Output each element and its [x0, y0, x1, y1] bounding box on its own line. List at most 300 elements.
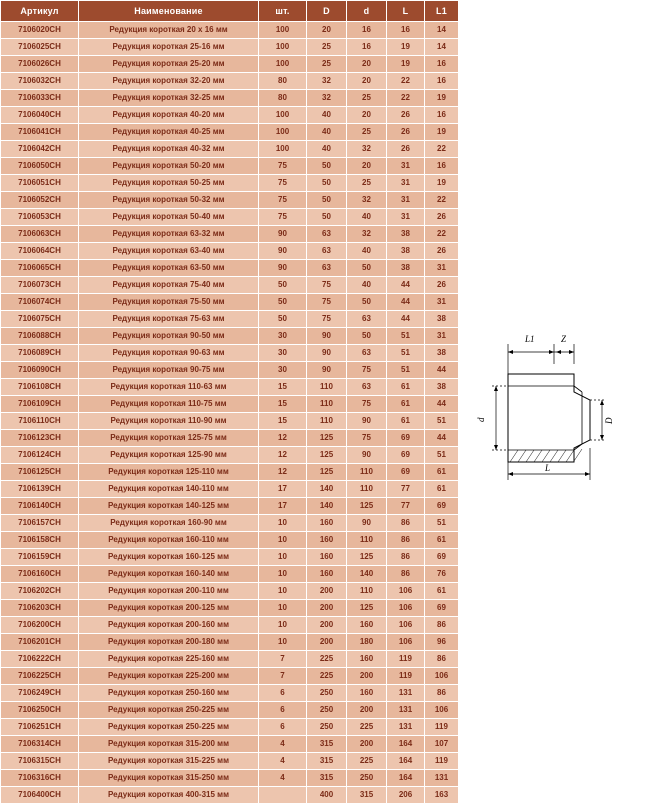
cell-qty: 50 [259, 294, 307, 311]
cell-L1: 131 [425, 770, 459, 787]
cell-name: Редукция короткая 75-40 мм [79, 277, 259, 294]
column-header-qty: шт. [259, 1, 307, 22]
cell-name: Редукция короткая 63-50 мм [79, 260, 259, 277]
cell-qty: 7 [259, 651, 307, 668]
cell-d: 20 [347, 73, 387, 90]
cell-d: 160 [347, 617, 387, 634]
cell-D: 25 [307, 56, 347, 73]
cell-d: 180 [347, 634, 387, 651]
cell-d: 40 [347, 277, 387, 294]
column-header-name: Наименование [79, 1, 259, 22]
cell-d: 50 [347, 260, 387, 277]
cell-qty: 100 [259, 22, 307, 39]
cell-qty: 12 [259, 464, 307, 481]
cell-name: Редукция короткая 75-50 мм [79, 294, 259, 311]
table-row [1, 209, 459, 226]
cell-d: 63 [347, 345, 387, 362]
cell-qty: 75 [259, 158, 307, 175]
cell-d: 160 [347, 685, 387, 702]
cell-name: Редукция короткая 32-20 мм [79, 73, 259, 90]
cell-d: 75 [347, 362, 387, 379]
cell-D: 50 [307, 209, 347, 226]
cell-L: 69 [387, 447, 425, 464]
cell-d: 200 [347, 736, 387, 753]
cell-L: 26 [387, 124, 425, 141]
cell-name: Редукция короткая 125-75 мм [79, 430, 259, 447]
cell-article: 7106090CH [1, 362, 79, 379]
table-row [1, 787, 459, 804]
table-row [1, 600, 459, 617]
cell-L1: 31 [425, 328, 459, 345]
cell-name: Редукция короткая 225-200 мм [79, 668, 259, 685]
cell-D: 200 [307, 600, 347, 617]
cell-L: 86 [387, 515, 425, 532]
cell-D: 32 [307, 90, 347, 107]
cell-d: 125 [347, 498, 387, 515]
cell-L: 31 [387, 209, 425, 226]
cell-d: 63 [347, 311, 387, 328]
cell-d: 110 [347, 583, 387, 600]
cell-L: 164 [387, 736, 425, 753]
cell-D: 160 [307, 549, 347, 566]
cell-name: Редукция короткая 125-110 мм [79, 464, 259, 481]
cell-D: 63 [307, 226, 347, 243]
cell-L: 131 [387, 685, 425, 702]
cell-qty: 15 [259, 396, 307, 413]
cell-article: 7106063CH [1, 226, 79, 243]
cell-qty: 17 [259, 481, 307, 498]
cell-article: 7106400CH [1, 787, 79, 804]
cell-qty: 100 [259, 56, 307, 73]
cell-L: 51 [387, 328, 425, 345]
cell-L: 119 [387, 668, 425, 685]
table-row [1, 498, 459, 515]
cell-D: 200 [307, 617, 347, 634]
cell-L: 38 [387, 260, 425, 277]
cell-L1: 14 [425, 39, 459, 56]
table-row [1, 736, 459, 753]
cell-article: 7106160CH [1, 566, 79, 583]
table-row [1, 634, 459, 651]
cell-name: Редукция короткая 63-32 мм [79, 226, 259, 243]
cell-qty: 15 [259, 379, 307, 396]
cell-L1: 19 [425, 175, 459, 192]
cell-L: 86 [387, 549, 425, 566]
table-row [1, 90, 459, 107]
cell-qty: 10 [259, 515, 307, 532]
cell-qty: 10 [259, 617, 307, 634]
cell-article: 7106042CH [1, 141, 79, 158]
cell-d: 16 [347, 22, 387, 39]
cell-L1: 38 [425, 345, 459, 362]
cell-L1: 61 [425, 532, 459, 549]
cell-D: 315 [307, 770, 347, 787]
cell-L: 86 [387, 566, 425, 583]
cell-d: 110 [347, 464, 387, 481]
table-row [1, 430, 459, 447]
cell-L1: 16 [425, 158, 459, 175]
cell-L1: 38 [425, 379, 459, 396]
cell-L1: 119 [425, 753, 459, 770]
cell-L: 51 [387, 362, 425, 379]
cell-qty: 90 [259, 243, 307, 260]
cell-D: 160 [307, 566, 347, 583]
cell-L1: 44 [425, 362, 459, 379]
cell-article: 7106075CH [1, 311, 79, 328]
cell-name: Редукция короткая 63-40 мм [79, 243, 259, 260]
cell-L: 51 [387, 345, 425, 362]
cell-L1: 38 [425, 311, 459, 328]
cell-L1: 96 [425, 634, 459, 651]
cell-L1: 22 [425, 141, 459, 158]
cell-article: 7106020CH [1, 22, 79, 39]
dimension-label-D: D [604, 417, 614, 424]
table-header-row [1, 1, 459, 22]
cell-L: 26 [387, 141, 425, 158]
cell-qty: 12 [259, 430, 307, 447]
table-row [1, 260, 459, 277]
cell-L: 77 [387, 481, 425, 498]
cell-name: Редукция короткая 315-225 мм [79, 753, 259, 770]
table-row [1, 73, 459, 90]
cell-L: 22 [387, 73, 425, 90]
table-row [1, 481, 459, 498]
cell-name: Редукция короткая 200-110 мм [79, 583, 259, 600]
cell-qty: 6 [259, 719, 307, 736]
table-row [1, 532, 459, 549]
column-header-article: Артикул [1, 1, 79, 22]
cell-D: 125 [307, 430, 347, 447]
cell-article: 7106088CH [1, 328, 79, 345]
cell-D: 25 [307, 39, 347, 56]
cell-qty: 10 [259, 600, 307, 617]
cell-qty: 75 [259, 175, 307, 192]
cell-article: 7106040CH [1, 107, 79, 124]
cell-D: 250 [307, 719, 347, 736]
cell-qty: 6 [259, 685, 307, 702]
cell-L1: 86 [425, 685, 459, 702]
cell-qty: 15 [259, 413, 307, 430]
cell-name: Редукция короткая 400-315 мм [79, 787, 259, 804]
cell-L: 206 [387, 787, 425, 804]
cell-D: 40 [307, 124, 347, 141]
cell-name: Редукция короткая 315-200 мм [79, 736, 259, 753]
cell-L1: 44 [425, 396, 459, 413]
dimension-label-L1: L1 [525, 334, 535, 344]
cell-L: 16 [387, 22, 425, 39]
table-row [1, 396, 459, 413]
table-row [1, 141, 459, 158]
cell-name: Редукция короткая 25-16 мм [79, 39, 259, 56]
cell-L1: 26 [425, 277, 459, 294]
cell-L: 106 [387, 600, 425, 617]
table-row [1, 294, 459, 311]
cell-L1: 163 [425, 787, 459, 804]
cell-L1: 69 [425, 549, 459, 566]
cell-name: Редукция короткая 32-25 мм [79, 90, 259, 107]
cell-D: 40 [307, 107, 347, 124]
cell-article: 7106159CH [1, 549, 79, 566]
cell-qty: 7 [259, 668, 307, 685]
cell-name: Редукция короткая 40-20 мм [79, 107, 259, 124]
cell-d: 32 [347, 226, 387, 243]
cell-name: Редукция короткая 50-32 мм [79, 192, 259, 209]
cell-article: 7106225CH [1, 668, 79, 685]
cell-D: 160 [307, 515, 347, 532]
cell-article: 7106053CH [1, 209, 79, 226]
table-row [1, 328, 459, 345]
cell-article: 7106140CH [1, 498, 79, 515]
cell-L: 86 [387, 532, 425, 549]
cell-name: Редукция короткая 50-25 мм [79, 175, 259, 192]
cell-d: 250 [347, 770, 387, 787]
cell-qty: 12 [259, 447, 307, 464]
cell-L1: 86 [425, 651, 459, 668]
cell-D: 40 [307, 141, 347, 158]
cell-article: 7106064CH [1, 243, 79, 260]
cell-L: 77 [387, 498, 425, 515]
cell-D: 225 [307, 651, 347, 668]
cell-name: Редукция короткая 50-20 мм [79, 158, 259, 175]
table-row [1, 175, 459, 192]
cell-article: 7106110CH [1, 413, 79, 430]
cell-D: 50 [307, 192, 347, 209]
cell-qty [259, 787, 307, 804]
cell-L1: 61 [425, 464, 459, 481]
cell-d: 160 [347, 651, 387, 668]
cell-D: 90 [307, 345, 347, 362]
dimension-label-Z: Z [561, 334, 567, 344]
cell-name: Редукция короткая 110-75 мм [79, 396, 259, 413]
cell-d: 90 [347, 447, 387, 464]
cell-d: 25 [347, 175, 387, 192]
cell-article: 7106073CH [1, 277, 79, 294]
table-row [1, 549, 459, 566]
cell-name: Редукция короткая 160-140 мм [79, 566, 259, 583]
cell-L1: 106 [425, 668, 459, 685]
cell-L1: 69 [425, 498, 459, 515]
cell-qty: 10 [259, 549, 307, 566]
cell-qty: 50 [259, 311, 307, 328]
cell-qty: 100 [259, 124, 307, 141]
cell-L1: 16 [425, 73, 459, 90]
table-row [1, 22, 459, 39]
cell-d: 225 [347, 753, 387, 770]
cell-article: 7106051CH [1, 175, 79, 192]
cell-L1: 16 [425, 107, 459, 124]
dimension-label-L: L [545, 463, 551, 473]
cell-L1: 61 [425, 481, 459, 498]
table-row [1, 379, 459, 396]
cell-article: 7106203CH [1, 600, 79, 617]
cell-L1: 22 [425, 226, 459, 243]
cell-L1: 14 [425, 22, 459, 39]
cell-article: 7106201CH [1, 634, 79, 651]
table-row [1, 583, 459, 600]
cell-d: 50 [347, 294, 387, 311]
cell-article: 7106025CH [1, 39, 79, 56]
cell-D: 110 [307, 396, 347, 413]
cell-d: 140 [347, 566, 387, 583]
cell-name: Редукция короткая 25-20 мм [79, 56, 259, 73]
cell-d: 110 [347, 481, 387, 498]
cell-L: 106 [387, 583, 425, 600]
cell-name: Редукция короткая 140-110 мм [79, 481, 259, 498]
cell-d: 16 [347, 39, 387, 56]
cell-d: 125 [347, 549, 387, 566]
cell-L1: 16 [425, 56, 459, 73]
cell-article: 7106123CH [1, 430, 79, 447]
cell-name: Редукция короткая 250-160 мм [79, 685, 259, 702]
cell-qty: 4 [259, 770, 307, 787]
cell-D: 315 [307, 736, 347, 753]
cell-D: 140 [307, 481, 347, 498]
cell-L1: 31 [425, 260, 459, 277]
cell-D: 315 [307, 753, 347, 770]
cell-name: Редукция короткая 250-225 мм [79, 702, 259, 719]
cell-d: 75 [347, 396, 387, 413]
table-row [1, 192, 459, 209]
table-row [1, 413, 459, 430]
cell-D: 225 [307, 668, 347, 685]
cell-article: 7106200CH [1, 617, 79, 634]
cell-L1: 107 [425, 736, 459, 753]
cell-L1: 106 [425, 702, 459, 719]
table-row [1, 566, 459, 583]
table-row [1, 226, 459, 243]
cell-D: 90 [307, 362, 347, 379]
cell-qty: 100 [259, 141, 307, 158]
column-header-L1: L1 [425, 1, 459, 22]
cell-d: 20 [347, 107, 387, 124]
cell-D: 200 [307, 634, 347, 651]
table-row [1, 345, 459, 362]
cell-name: Редукция короткая 40-32 мм [79, 141, 259, 158]
table-row [1, 243, 459, 260]
column-header-d: d [347, 1, 387, 22]
cell-article: 7106033CH [1, 90, 79, 107]
cell-name: Редукция короткая 20 х 16 мм [79, 22, 259, 39]
cell-L1: 61 [425, 583, 459, 600]
cell-L: 61 [387, 379, 425, 396]
cell-qty: 10 [259, 634, 307, 651]
table-row [1, 158, 459, 175]
table-row [1, 770, 459, 787]
table-row [1, 362, 459, 379]
table-row [1, 753, 459, 770]
table-row [1, 719, 459, 736]
cell-name: Редукция короткая 40-25 мм [79, 124, 259, 141]
cell-L: 44 [387, 277, 425, 294]
cell-d: 50 [347, 328, 387, 345]
cell-L: 61 [387, 396, 425, 413]
cell-d: 225 [347, 719, 387, 736]
cell-name: Редукция короткая 160-90 мм [79, 515, 259, 532]
cell-L1: 86 [425, 617, 459, 634]
cell-L: 31 [387, 175, 425, 192]
cell-L1: 51 [425, 515, 459, 532]
cell-L1: 22 [425, 192, 459, 209]
table-row [1, 447, 459, 464]
cell-d: 32 [347, 192, 387, 209]
cell-qty: 100 [259, 39, 307, 56]
cell-L: 38 [387, 243, 425, 260]
table-row [1, 56, 459, 73]
cell-d: 90 [347, 515, 387, 532]
cell-D: 63 [307, 243, 347, 260]
cell-D: 400 [307, 787, 347, 804]
cell-L: 106 [387, 617, 425, 634]
cell-name: Редукция короткая 110-90 мм [79, 413, 259, 430]
cell-name: Редукция короткая 140-125 мм [79, 498, 259, 515]
table-row [1, 464, 459, 481]
cell-D: 140 [307, 498, 347, 515]
cell-name: Редукция короткая 160-110 мм [79, 532, 259, 549]
cell-article: 7106158CH [1, 532, 79, 549]
cell-d: 25 [347, 124, 387, 141]
cell-L1: 76 [425, 566, 459, 583]
cell-L: 69 [387, 430, 425, 447]
cell-D: 75 [307, 311, 347, 328]
cell-d: 63 [347, 379, 387, 396]
cell-article: 7106032CH [1, 73, 79, 90]
cell-qty: 30 [259, 362, 307, 379]
cell-name: Редукция короткая 160-125 мм [79, 549, 259, 566]
table-row [1, 277, 459, 294]
cell-d: 40 [347, 243, 387, 260]
cell-D: 75 [307, 294, 347, 311]
cell-d: 75 [347, 430, 387, 447]
cell-name: Редукция короткая 90-75 мм [79, 362, 259, 379]
cell-article: 7106251CH [1, 719, 79, 736]
cell-L: 61 [387, 413, 425, 430]
cell-d: 200 [347, 668, 387, 685]
table-header [1, 1, 459, 22]
cell-qty: 100 [259, 107, 307, 124]
cell-article: 7106041CH [1, 124, 79, 141]
cell-D: 20 [307, 22, 347, 39]
cell-L: 131 [387, 719, 425, 736]
table-row [1, 515, 459, 532]
cell-d: 25 [347, 90, 387, 107]
cell-L: 19 [387, 56, 425, 73]
cell-D: 125 [307, 464, 347, 481]
technical-drawing [470, 330, 640, 490]
cell-name: Редукция короткая 90-63 мм [79, 345, 259, 362]
cell-d: 90 [347, 413, 387, 430]
column-header-L: L [387, 1, 425, 22]
cell-article: 7106052CH [1, 192, 79, 209]
cell-qty: 90 [259, 226, 307, 243]
cell-name: Редукция короткая 50-40 мм [79, 209, 259, 226]
cell-L1: 26 [425, 209, 459, 226]
cell-D: 160 [307, 532, 347, 549]
cell-qty: 90 [259, 260, 307, 277]
cell-article: 7106124CH [1, 447, 79, 464]
dimension-label-d: d [476, 417, 486, 422]
cell-qty: 6 [259, 702, 307, 719]
cell-name: Редукция короткая 200-160 мм [79, 617, 259, 634]
cell-qty: 30 [259, 345, 307, 362]
table-row [1, 617, 459, 634]
cell-name: Редукция короткая 200-125 мм [79, 600, 259, 617]
cell-L: 31 [387, 192, 425, 209]
cell-name: Редукция короткая 225-160 мм [79, 651, 259, 668]
cell-L: 69 [387, 464, 425, 481]
cell-article: 7106250CH [1, 702, 79, 719]
cell-qty: 50 [259, 277, 307, 294]
cell-L: 26 [387, 107, 425, 124]
